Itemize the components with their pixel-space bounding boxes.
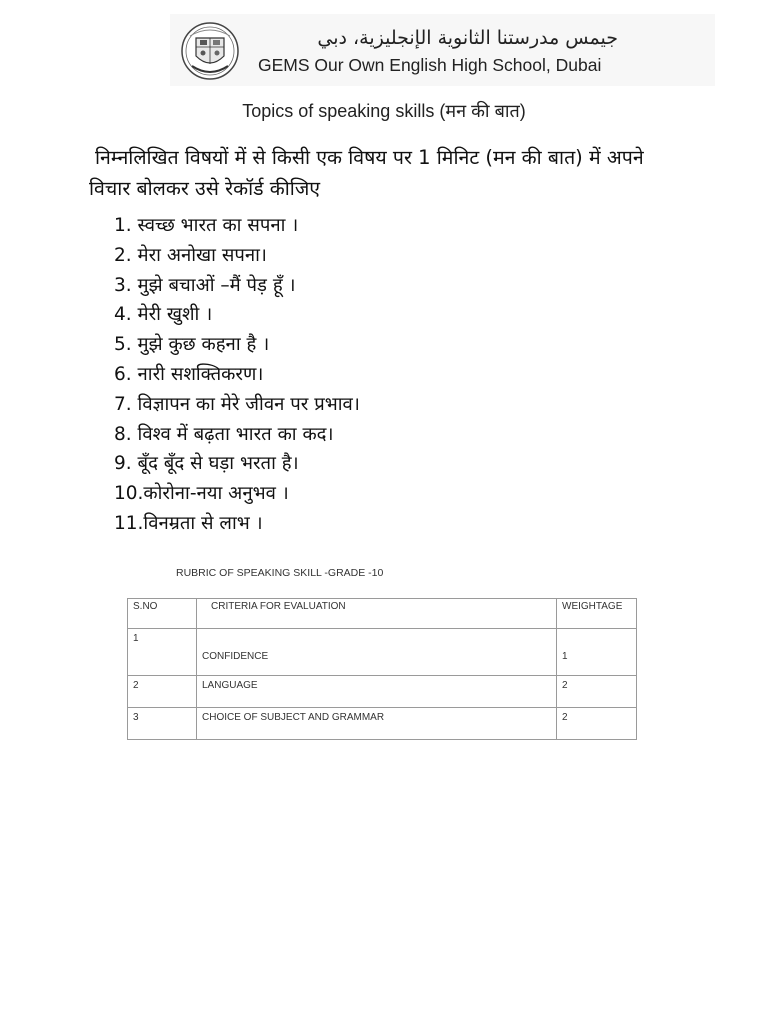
header-sno: S.NO [128,599,197,629]
table-row [128,629,637,676]
cell-criteria: CHOICE OF SUBJECT AND GRAMMAR [197,708,557,740]
list-item: 4. मेरी खुशी । [114,304,213,326]
cell-sno: 1 [128,629,197,676]
cell-criteria: CONFIDENCE [197,629,557,676]
title-hindi: (मन की बात) [439,101,526,121]
table-row [128,708,637,740]
list-item: 3. मुझे बचाओं –मैं पेड़ हूँ । [114,274,296,296]
title-prefix: Topics of [242,101,319,121]
header-weightage: WEIGHTAGE [557,599,637,629]
table-row [128,676,637,708]
table-header-row [128,599,637,629]
cell-weightage: 1 [557,629,637,676]
list-item: 5. मुझे कुछ कहना है । [114,334,270,356]
header-criteria: CRITERIA FOR EVALUATION [197,599,557,629]
list-item: 1. स्वच्छ भारत का सपना । [114,215,299,236]
title-main: speaking skills [318,101,440,121]
cell-sno: 3 [128,708,197,740]
cell-weightage: 2 [557,676,637,708]
list-item: 8. विश्व में बढ़ता भारत का कद। [114,423,334,445]
cell-weightage: 2 [557,708,637,740]
page-title [0,99,768,123]
rubric-title: RUBRIC OF SPEAKING SKILL -GRADE -10 [176,567,384,579]
school-crest-logo [180,20,240,82]
list-item: 2. मेरा अनोखा सपना। [114,244,267,266]
rubric-table [127,598,637,740]
school-name-arabic: جيمس مدرستنا الثانوية الإنجليزية، دبي [317,27,618,49]
cell-sno: 2 [128,676,197,708]
list-item: 6. नारी सशक्तिकरण। [114,363,264,385]
list-item: 9. बूँद बूँद से घड़ा भरता है। [114,453,299,475]
school-name: GEMS Our Own English High School, Dubai [258,55,602,75]
list-item: 10.कोरोना-नया अनुभव । [114,483,289,505]
list-item: 11.विनम्रता से लाभ । [114,512,263,534]
instruction-text: निम्नलिखित विषयों में से किसी एक विषय पर 1 मिनिट (मन की बात) में अपने विचार बोलकर उसे रेकॉर्ड कीजिए [89,146,644,200]
cell-criteria: LANGUAGE [197,676,557,708]
topic-list [114,211,360,539]
list-item: 7. विज्ञापन का मेरे जीवन पर प्रभाव। [114,393,360,415]
